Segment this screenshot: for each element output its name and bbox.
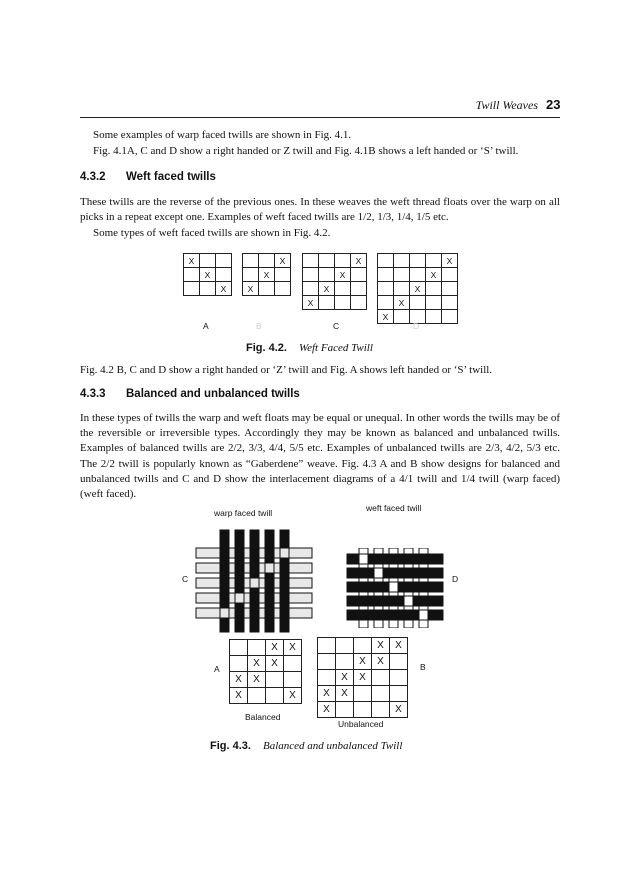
fig43-caption xyxy=(210,736,402,754)
grid-row xyxy=(184,254,232,268)
grid-row xyxy=(243,282,291,296)
grid-cell: X xyxy=(248,672,266,688)
warp-over-point xyxy=(404,596,413,606)
fig42-caption-label: Fig. 4.2. xyxy=(246,342,287,354)
grid-cell: X xyxy=(243,282,259,296)
section-number: 4.3.2 xyxy=(80,171,106,183)
warp-over-point xyxy=(359,554,368,564)
grid-row xyxy=(230,672,302,688)
weft-faced-interlacement-diagram xyxy=(345,548,445,628)
header-rule xyxy=(80,117,560,118)
fig42-caption xyxy=(246,338,373,356)
warp-end xyxy=(265,530,274,632)
weft-twill-grid-b xyxy=(242,253,291,296)
grid-cell xyxy=(394,282,410,296)
grid-cell xyxy=(248,640,266,656)
grid-cell: X xyxy=(336,670,354,686)
grid-cell xyxy=(426,282,442,296)
grid-cell xyxy=(372,686,390,702)
section-title: Weft faced twills xyxy=(126,171,216,183)
grid-cell xyxy=(319,296,335,310)
grid-cell xyxy=(216,268,232,282)
grid-cell xyxy=(284,656,302,672)
grid-cell xyxy=(442,268,458,282)
section-title: Balanced and unbalanced twills xyxy=(126,388,300,400)
warp-over-point xyxy=(419,610,428,620)
grid-cell xyxy=(336,702,354,718)
fig42-label-b: B xyxy=(256,321,262,331)
grid-cell: X xyxy=(284,640,302,656)
weft-over-point xyxy=(280,548,289,558)
grid-cell xyxy=(390,654,408,670)
grid-row xyxy=(303,296,367,310)
grid-row xyxy=(318,654,408,670)
grid-row xyxy=(318,702,408,718)
balanced-twill-grid xyxy=(229,639,302,704)
fig42-label-c: C xyxy=(333,321,340,331)
grid-cell xyxy=(378,296,394,310)
grid-row xyxy=(378,254,458,268)
section-heading-4-3-3 xyxy=(80,388,300,400)
grid-cell xyxy=(266,688,284,704)
grid-cell: X xyxy=(184,254,200,268)
warp-faced-interlacement-diagram xyxy=(194,528,314,636)
grid-cell xyxy=(394,310,410,324)
section-number: 4.3.3 xyxy=(80,388,106,400)
grid-cell xyxy=(336,638,354,654)
fig42-label-d: D xyxy=(413,321,420,331)
grid-cell xyxy=(378,254,394,268)
grid-row xyxy=(303,254,367,268)
grid-cell: X xyxy=(318,702,336,718)
grid-row xyxy=(318,670,408,686)
grid-cell: X xyxy=(303,296,319,310)
fig43-caption-text: Balanced and unbalanced Twill xyxy=(262,740,403,752)
grid-cell xyxy=(275,268,291,282)
grid-cell xyxy=(351,282,367,296)
grid-cell xyxy=(354,686,372,702)
grid-cell xyxy=(378,268,394,282)
running-title: Twill Weaves xyxy=(475,98,538,112)
grid-cell xyxy=(200,282,216,296)
grid-cell xyxy=(335,254,351,268)
grid-cell xyxy=(318,670,336,686)
grid-cell: X xyxy=(259,268,275,282)
grid-cell xyxy=(184,282,200,296)
grid-cell: X xyxy=(216,282,232,296)
grid-cell xyxy=(442,310,458,324)
unbalanced-label: Unbalanced xyxy=(338,719,384,729)
grid-cell xyxy=(243,268,259,282)
paragraph-2: Fig. 4.1A, C and D show a right handed or Z twill and Fig. 4.1B shows a left handed or ‘S’ twill. xyxy=(93,145,519,157)
grid-row xyxy=(243,254,291,268)
grid-row xyxy=(378,282,458,296)
grid-cell xyxy=(259,282,275,296)
warp-faced-label: warp faced twill xyxy=(214,508,273,518)
fig43-label-d: D xyxy=(452,574,459,584)
grid-cell xyxy=(410,268,426,282)
grid-cell xyxy=(230,640,248,656)
balanced-label: Balanced xyxy=(245,712,281,722)
grid-cell: X xyxy=(410,282,426,296)
grid-cell xyxy=(335,296,351,310)
grid-cell xyxy=(184,268,200,282)
grid-cell: X xyxy=(319,282,335,296)
grid-cell: X xyxy=(335,268,351,282)
grid-cell: X xyxy=(318,686,336,702)
grid-cell xyxy=(354,638,372,654)
grid-cell xyxy=(200,254,216,268)
grid-cell xyxy=(390,686,408,702)
grid-cell xyxy=(319,268,335,282)
weft-pick xyxy=(347,568,443,578)
grid-cell xyxy=(230,656,248,672)
grid-cell xyxy=(266,672,284,688)
section-heading-4-3-2 xyxy=(80,171,216,183)
grid-cell: X xyxy=(336,686,354,702)
grid-cell xyxy=(319,254,335,268)
grid-cell xyxy=(303,282,319,296)
grid-cell: X xyxy=(266,640,284,656)
fig43-label-b: B xyxy=(420,662,426,672)
weft-pick xyxy=(347,610,443,620)
grid-cell xyxy=(390,670,408,686)
grid-cell: X xyxy=(394,296,410,310)
grid-cell xyxy=(216,254,232,268)
grid-cell xyxy=(303,268,319,282)
grid-cell: X xyxy=(390,638,408,654)
grid-cell xyxy=(248,688,266,704)
grid-cell: X xyxy=(390,702,408,718)
grid-row xyxy=(243,268,291,282)
grid-cell xyxy=(372,702,390,718)
grid-row xyxy=(378,268,458,282)
paragraph-6: In these types of twills the warp and weft floats may be equal or unequal. In other words the twills may be of the reversible or irreversible types. Accordingly they may be known as balanced and unbalanced twills. Examples of balanced twills are 2/2, 3/3, 4/4, 5/5 etc. Examples of unbalanced twills are 2/3, 4/2, 5/3 etc. The 2/2 twill is popularly known as “Gaberdene” weave. Fig. 4.3 A and B show designs for balanced and unbalanced twills and C and D show the interlacement diagrams of a 4/1 twill and 1/4 twill (warp faced) (weft faced). xyxy=(80,412,560,501)
warp-end xyxy=(235,530,244,632)
warp-over-point xyxy=(389,582,398,592)
grid-cell xyxy=(351,268,367,282)
fig43-label-a: A xyxy=(214,664,220,674)
grid-cell: X xyxy=(230,672,248,688)
grid-row xyxy=(378,296,458,310)
weft-over-point xyxy=(220,608,229,618)
grid-cell xyxy=(318,654,336,670)
grid-cell: X xyxy=(442,254,458,268)
grid-cell: X xyxy=(248,656,266,672)
grid-cell xyxy=(336,654,354,670)
fig43-caption-label: Fig. 4.3. xyxy=(210,740,251,752)
grid-cell xyxy=(354,702,372,718)
grid-cell xyxy=(394,254,410,268)
grid-cell xyxy=(372,670,390,686)
grid-cell xyxy=(378,282,394,296)
grid-cell: X xyxy=(372,654,390,670)
grid-cell xyxy=(318,638,336,654)
grid-cell: X xyxy=(230,688,248,704)
grid-row xyxy=(318,686,408,702)
grid-row xyxy=(230,688,302,704)
weft-twill-grid-c xyxy=(302,253,367,310)
grid-cell: X xyxy=(351,254,367,268)
unbalanced-twill-grid xyxy=(317,637,408,718)
grid-cell xyxy=(259,254,275,268)
grid-cell: X xyxy=(378,310,394,324)
grid-cell: X xyxy=(266,656,284,672)
grid-cell xyxy=(426,310,442,324)
grid-cell xyxy=(284,672,302,688)
grid-cell: X xyxy=(354,670,372,686)
fig43-label-c: C xyxy=(182,574,189,584)
page-number: 23 xyxy=(546,97,561,112)
fig42-caption-text: Weft Faced Twill xyxy=(298,342,373,354)
grid-cell xyxy=(426,254,442,268)
warp-end xyxy=(280,530,289,632)
grid-cell xyxy=(442,296,458,310)
grid-cell xyxy=(243,254,259,268)
weft-faced-label: weft faced twill xyxy=(366,503,422,513)
grid-cell xyxy=(410,254,426,268)
grid-cell xyxy=(275,282,291,296)
paragraph-5: Fig. 4.2 B, C and D show a right handed or ‘Z’ twill and Fig. A shows left handed or ‘S’ twill. xyxy=(80,364,493,376)
weft-over-point xyxy=(235,593,244,603)
weft-over-point xyxy=(265,563,274,573)
grid-cell: X xyxy=(284,688,302,704)
grid-cell xyxy=(442,282,458,296)
grid-row xyxy=(318,638,408,654)
grid-row xyxy=(230,640,302,656)
grid-row xyxy=(303,268,367,282)
paragraph-1: Some examples of warp faced twills are shown in Fig. 4.1. xyxy=(93,129,352,141)
grid-cell xyxy=(303,254,319,268)
paragraph-4: Some types of weft faced twills are shown in Fig. 4.2. xyxy=(93,227,331,239)
grid-row xyxy=(303,282,367,296)
grid-cell: X xyxy=(275,254,291,268)
grid-cell: X xyxy=(372,638,390,654)
weft-twill-grid-d xyxy=(377,253,458,324)
grid-cell: X xyxy=(354,654,372,670)
grid-row xyxy=(184,268,232,282)
grid-cell xyxy=(410,296,426,310)
fig42-label-a: A xyxy=(203,321,209,331)
grid-row xyxy=(184,282,232,296)
grid-cell xyxy=(394,268,410,282)
paragraph-3: These twills are the reverse of the previous ones. In these weaves the weft thread floats over the warp on all picks in a repeat except one. Examples of weft faced twills are 1/2, 1/3, 1/4, 1/5 etc. xyxy=(80,196,560,224)
grid-row xyxy=(230,656,302,672)
weft-twill-grid-a xyxy=(183,253,232,296)
warp-over-point xyxy=(374,568,383,578)
grid-cell xyxy=(351,296,367,310)
grid-cell xyxy=(426,296,442,310)
weft-pick xyxy=(347,596,443,606)
grid-cell xyxy=(335,282,351,296)
grid-cell: X xyxy=(426,268,442,282)
grid-cell: X xyxy=(200,268,216,282)
weft-over-point xyxy=(250,578,259,588)
